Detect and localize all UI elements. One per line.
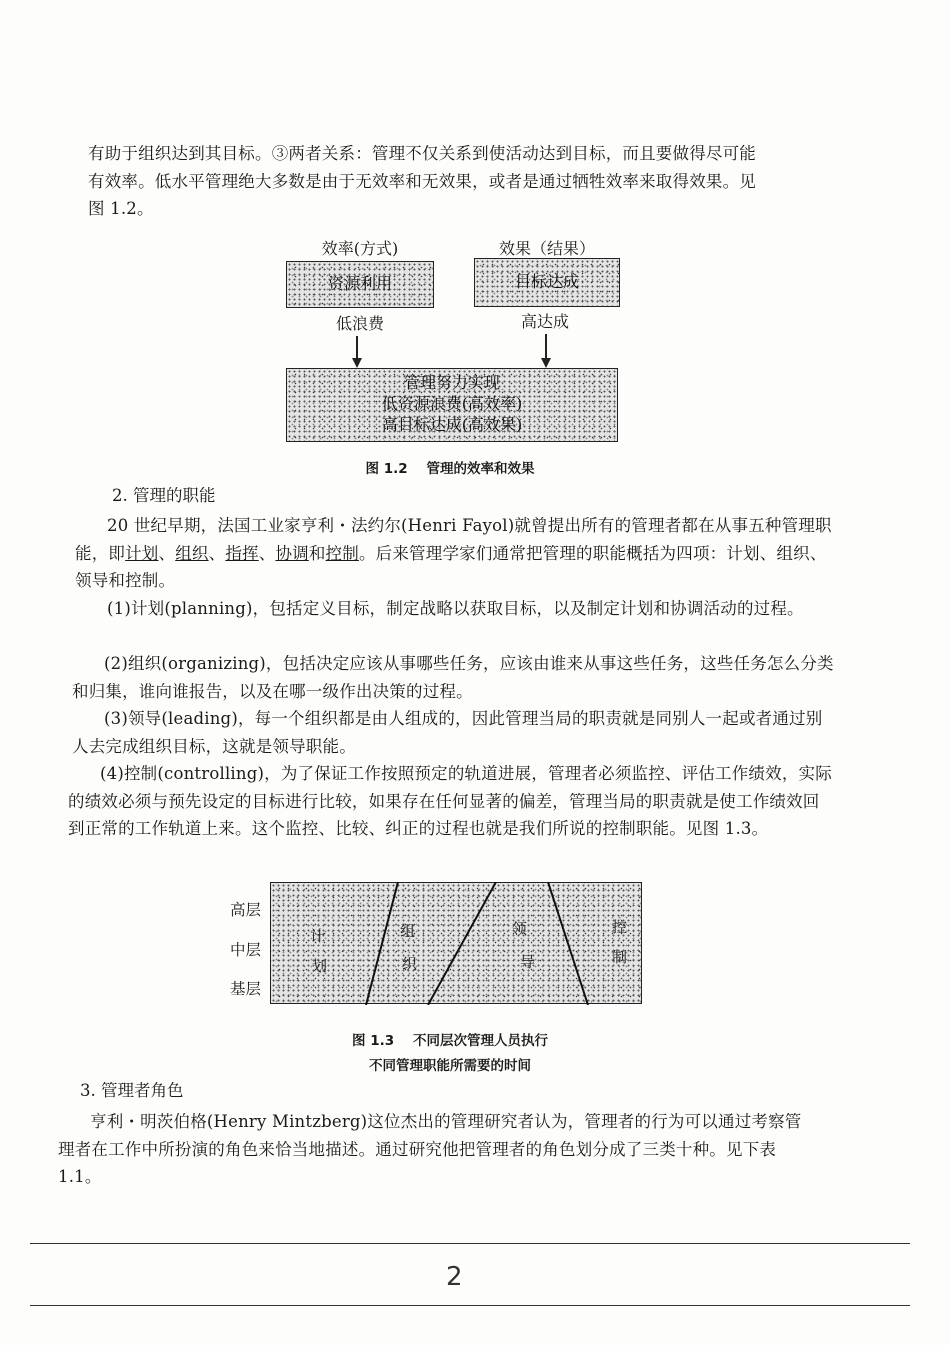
fayol-intro-text: 20 世纪早期，法国工业家亨利・法约尔(Henri Fayol)就曾提出所有的管理者都在从事五种管理职能，即 [75,516,832,563]
function-planning: 计划 [125,543,159,563]
intro-line-1: 有助于组织达到其目标。③两者关系：管理不仅关系到使活动达到目标，而且要做得尽可能 [88,144,756,163]
separator-3: 、 [258,543,276,563]
level-top: 高层 [230,901,262,919]
high-achievement-label: 高达成 [520,312,569,331]
section-3-heading: 3. 管理者角色 [80,1081,184,1100]
level-base: 基层 [230,980,262,998]
separator-1: 、 [158,543,176,563]
organizing-paragraph: (2)组织(organizing)，包括决定应该从事哪些任务，应该由谁来从事这些任务，这些任务怎么分类和归集，谁向谁报告，以及在哪一级作出决策的过程。 [72,654,834,701]
page-number: 2 [446,1262,463,1292]
divider-lead-control [548,882,588,1005]
intro-line-2: 有效率。低水平管理绝大多数是由于无效率和无效果，或者是通过牺牲效率来取得效果。见 [88,171,756,191]
function-controlling: 控制 [325,543,359,563]
figure-1-2-caption: 图 1.2 管理的效率和效果 [365,461,535,477]
intro-paragraph [88,140,833,223]
function-dividers [270,882,643,1005]
section-3-paragraph: 亨利・明茨伯格(Henry Mintzberg)这位杰出的管理研究者认为，管理者的行为可以通过考察管理者在工作中所扮演的角色来恰当地描述。通过研究他把管理者的角色划分成了三类十种。见下表 1.1。 [58,1112,802,1186]
arrow-right-head [541,358,551,368]
divider-organize-lead [428,882,496,1005]
controlling-paragraph: (4)控制(controlling)，为了保证工作按照预定的轨道进展，管理者必须监控、评估工作绩效，实际的绩效必须与预先设定的目标进行比较，如果存在任何显著的偏差，管理当局的职责就是使工作绩效回到正常的工作轨道上来。这个监控、比较、纠正的过程也就是我们所说的控制职能。见图 1.3。 [68,764,832,838]
footer-rule-top [30,1243,910,1244]
function-plan-char-2: 划 [312,957,328,975]
figure-1-3-caption-line-1: 图 1.3 不同层次管理人员执行 [352,1033,548,1049]
function-organizing: 组织 [175,543,209,563]
function-commanding: 指挥 [225,543,259,563]
separator-4: 和 [308,543,326,563]
goal-achieved-label: 目标达成 [514,272,579,291]
intro-line-3: 图 1.2。 [88,199,154,218]
management-effort-line-1: 管理努力实现 [403,373,500,392]
function-lead-char-2: 导 [520,953,536,971]
divider-plan-organize [366,882,398,1005]
section-2-heading: 2. 管理的职能 [112,486,216,505]
footer-rule-bottom [30,1305,910,1306]
level-middle: 中层 [230,941,262,959]
resource-use-label: 资源利用 [327,274,392,293]
function-control-char-2: 制 [612,948,628,966]
leading-paragraph: (3)领导(leading)，每一个组织都是由人组成的，因此管理当局的职责就是同别人一起或者通过别人去完成组织目标，这就是领导职能。 [72,709,823,756]
function-plan-char-1: 计 [310,927,326,945]
management-effort-text [286,372,618,435]
function-lead-char-1: 领 [512,920,528,938]
figure-1-3-caption-line-2: 不同管理职能所需要的时间 [369,1058,531,1074]
arrow-left-head [352,358,362,368]
function-control-char-1: 控 [612,918,628,936]
function-organize-char-1: 组 [400,922,416,940]
effectiveness-header: 效果（结果） [498,239,595,258]
management-effort-line-2: 低资源浪费(高效率) [381,394,523,413]
efficiency-header: 效率(方式) [321,239,399,258]
separator-2: 、 [208,543,226,563]
planning-paragraph: (1)计划(planning)，包括定义目标，制定战略以获取目标，以及制定计划和协调活动的过程。 [107,599,804,618]
function-coordinating: 协调 [275,543,309,563]
section-2-paragraph-1 [75,512,835,595]
four-functions-summary: 。后来管理学家们通常把管理的职能概括为四项：计划、组织、领导和控制。 [75,543,827,590]
management-effort-line-3: 高目标达成(高效果) [381,415,523,434]
low-waste-label: 低浪费 [335,314,384,333]
function-organize-char-2: 织 [402,955,418,973]
